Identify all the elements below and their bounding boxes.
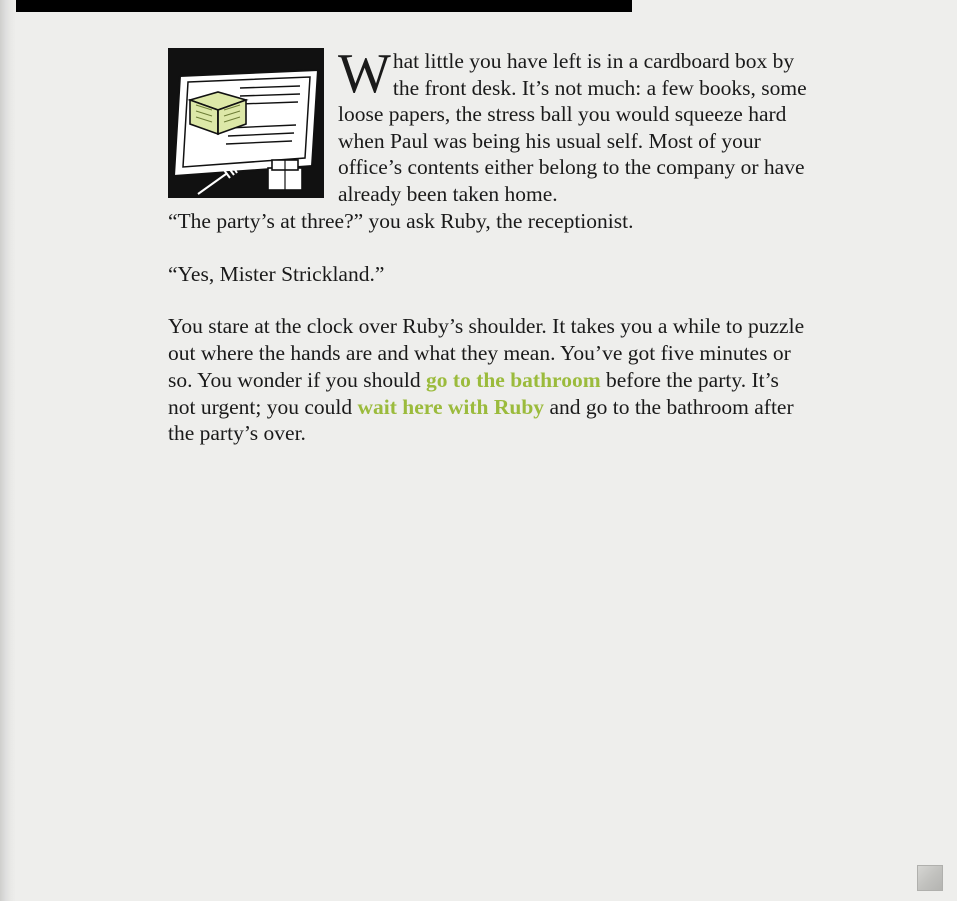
story-paragraph-3: “Yes, Mister Strickland.” <box>168 261 385 286</box>
story-column <box>0 12 808 447</box>
reading-progress-track[interactable] <box>0 0 957 12</box>
story-content <box>0 12 957 473</box>
story-paragraph-4 <box>168 313 808 447</box>
reading-progress-fill <box>0 0 632 12</box>
choice-link-wait-here-with-ruby[interactable]: wait here with Ruby <box>357 394 545 419</box>
drop-cap-letter: W <box>338 43 391 105</box>
story-paragraph-1-text: hat little you have left is in a cardboard box by the front desk. It’s not much: a few books, some loose papers, the stress ball you would squeeze hard when Paul was being his usual self. Most of your office’s contents either belong to the company or have already been taken home. <box>338 49 807 206</box>
choice-link-go-to-the-bathroom[interactable]: go to the bathroom <box>426 367 601 392</box>
story-paragraph-4-part-2: before the party. It’s not urgent; you could <box>168 367 779 419</box>
story-paragraph-4-part-1: You stare at the clock over Ruby’s shoulder. It takes you a while to puzzle out where the hands are and what they mean. You’ve got five minutes or so. You wonder if you should <box>168 314 805 392</box>
story-paragraph-4-part-3: and go to the bathroom after the party’s over. <box>168 394 794 446</box>
desk-with-open-book-icon <box>168 48 324 198</box>
page-left-edge-shadow <box>0 0 16 901</box>
window-resize-grip[interactable] <box>917 865 943 891</box>
story-paragraph-2: “The party’s at three?” you ask Ruby, the receptionist. <box>168 209 634 233</box>
